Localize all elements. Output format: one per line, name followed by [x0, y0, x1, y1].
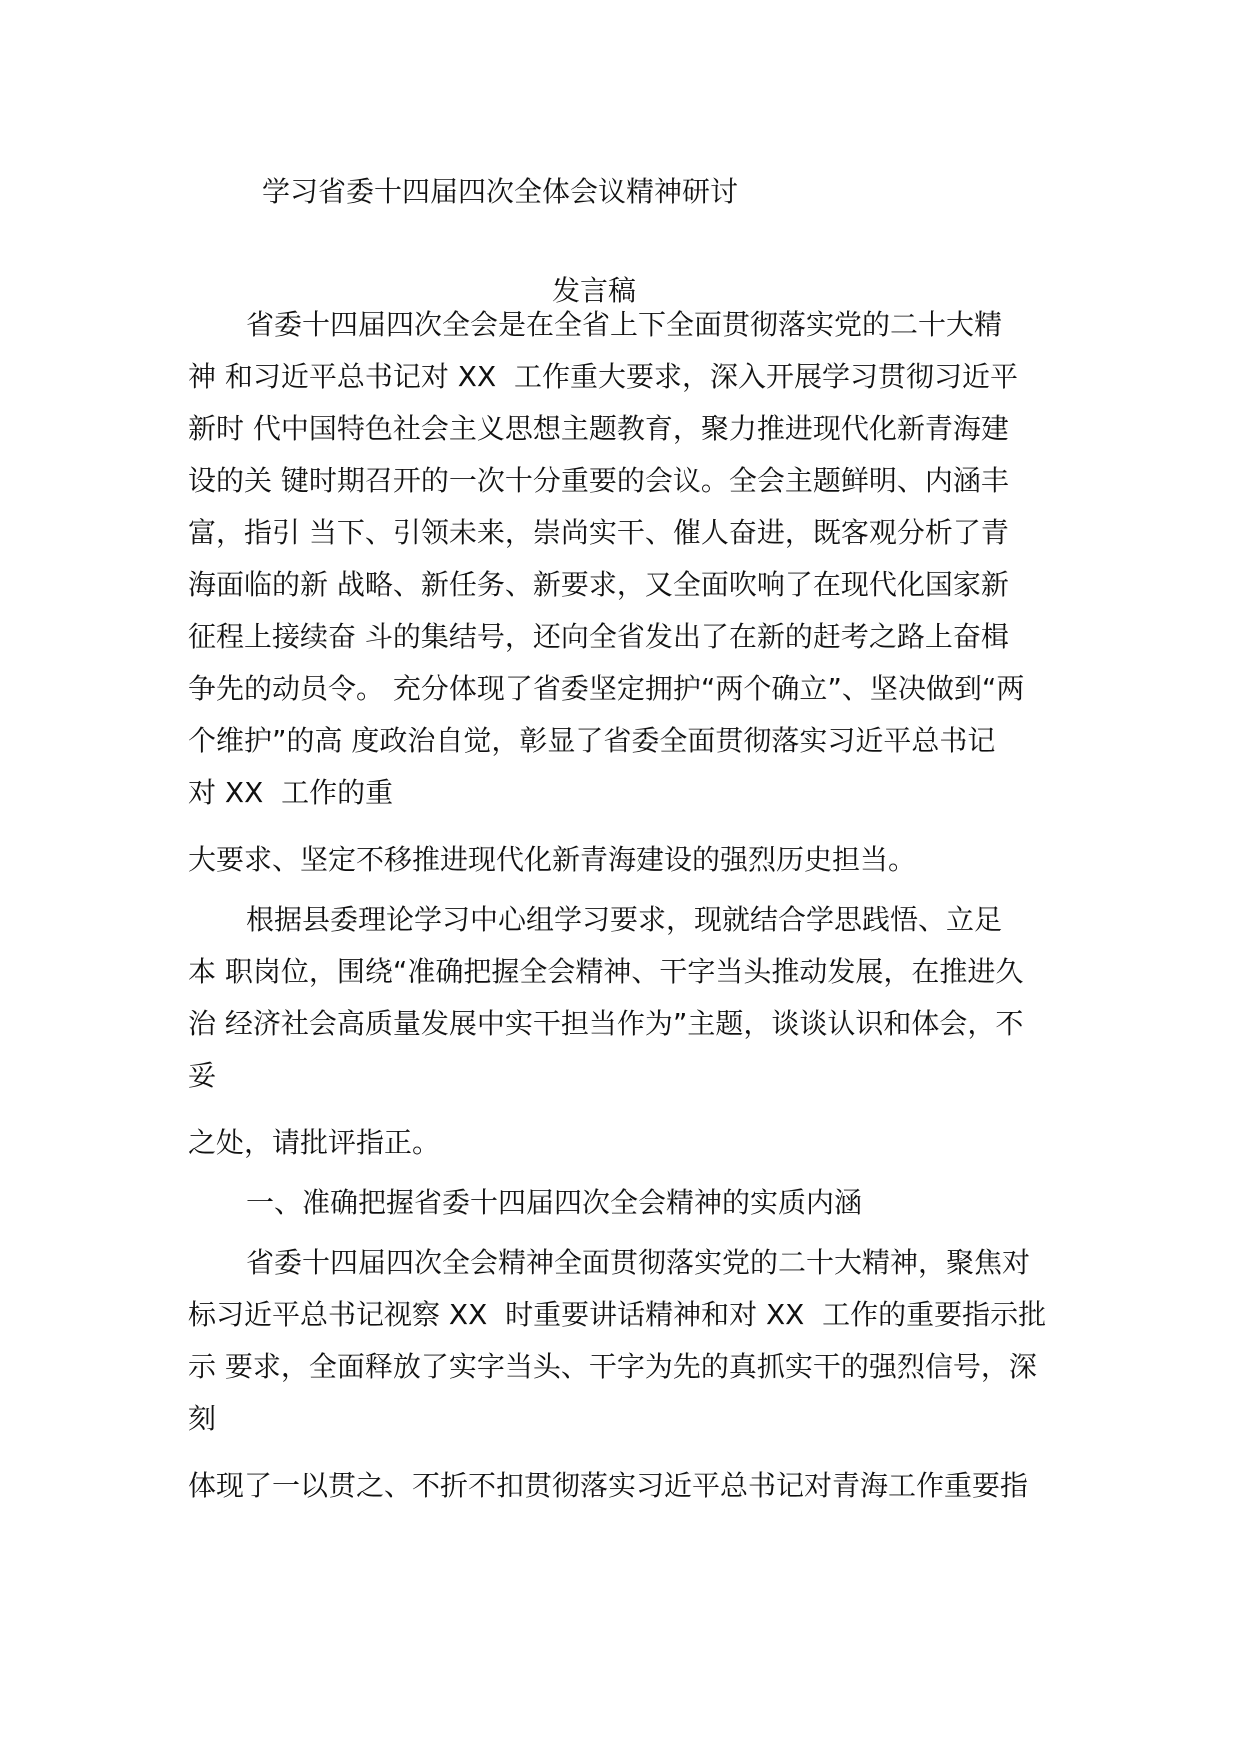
- text-line: 治 经济社会高质量发展中实干担当作为”主题，谈谈认识和体会，不: [188, 1007, 1024, 1040]
- text-line: 省委十四届四次全会是在全省上下全面贯彻落实党的二十大精: [246, 308, 1003, 341]
- text-line: 省委十四届四次全会精神全面贯彻落实党的二十大精神，聚焦对: [246, 1246, 1031, 1279]
- text-line: 富，指引 当下、引领未来，崇尚实干、催人奋进，既客观分析了青: [188, 516, 1009, 549]
- text-line: 争先的动员令。 充分体现了省委坚定拥护“两个确立”、坚决做到“两: [188, 672, 1025, 705]
- text-line: 根据县委理论学习中心组学习要求，现就结合学思践悟、立足: [246, 903, 1003, 936]
- text-line: 设的关 键时期召开的一次十分重要的会议。全会主题鲜明、内涵丰: [188, 464, 1009, 497]
- text-line: 个维护”的高 度政治自觉，彰显了省委全面贯彻落实习近平总书记: [188, 724, 996, 757]
- text-line: 本 职岗位，围绕“准确把握全会精神、干字当头推动发展，在推进久: [188, 955, 1024, 988]
- text-line: 海面临的新 战略、新任务、新要求，又全面吹响了在现代化国家新: [188, 568, 1009, 601]
- text-line: 大要求、坚定不移推进现代化新青海建设的强烈历史担当。: [188, 843, 917, 876]
- text-line: 之处，请批评指正。: [188, 1126, 441, 1159]
- text-line: 新时 代中国特色社会主义思想主题教育，聚力推进现代化新青海建: [188, 412, 1009, 445]
- text-line: 体现了一以贯之、不折不扣贯彻落实习近平总书记对青海工作重要指: [188, 1469, 1029, 1502]
- text-line: 标习近平总书记视察 XX 时重要讲话精神和对 XX 工作的重要指示批: [188, 1298, 1047, 1331]
- text-line: 妥: [188, 1059, 217, 1092]
- text-line: 刻: [188, 1402, 217, 1435]
- text-line: 对 XX 工作的重: [188, 776, 394, 809]
- document-title-line1: 学习省委十四届四次全体会议精神研讨: [262, 175, 739, 208]
- text-line: 征程上接续奋 斗的集结号，还向全省发出了在新的赶考之路上奋楫: [188, 620, 1009, 653]
- section-heading: 一、准确把握省委十四届四次全会精神的实质内涵: [246, 1186, 863, 1219]
- document-title-line2: 发言稿: [552, 274, 637, 307]
- text-line: 神 和习近平总书记对 XX 工作重大要求，深入开展学习贯彻习近平: [188, 360, 1018, 393]
- text-line: 示 要求，全面释放了实字当头、干字为先的真抓实干的强烈信号，深: [188, 1350, 1037, 1383]
